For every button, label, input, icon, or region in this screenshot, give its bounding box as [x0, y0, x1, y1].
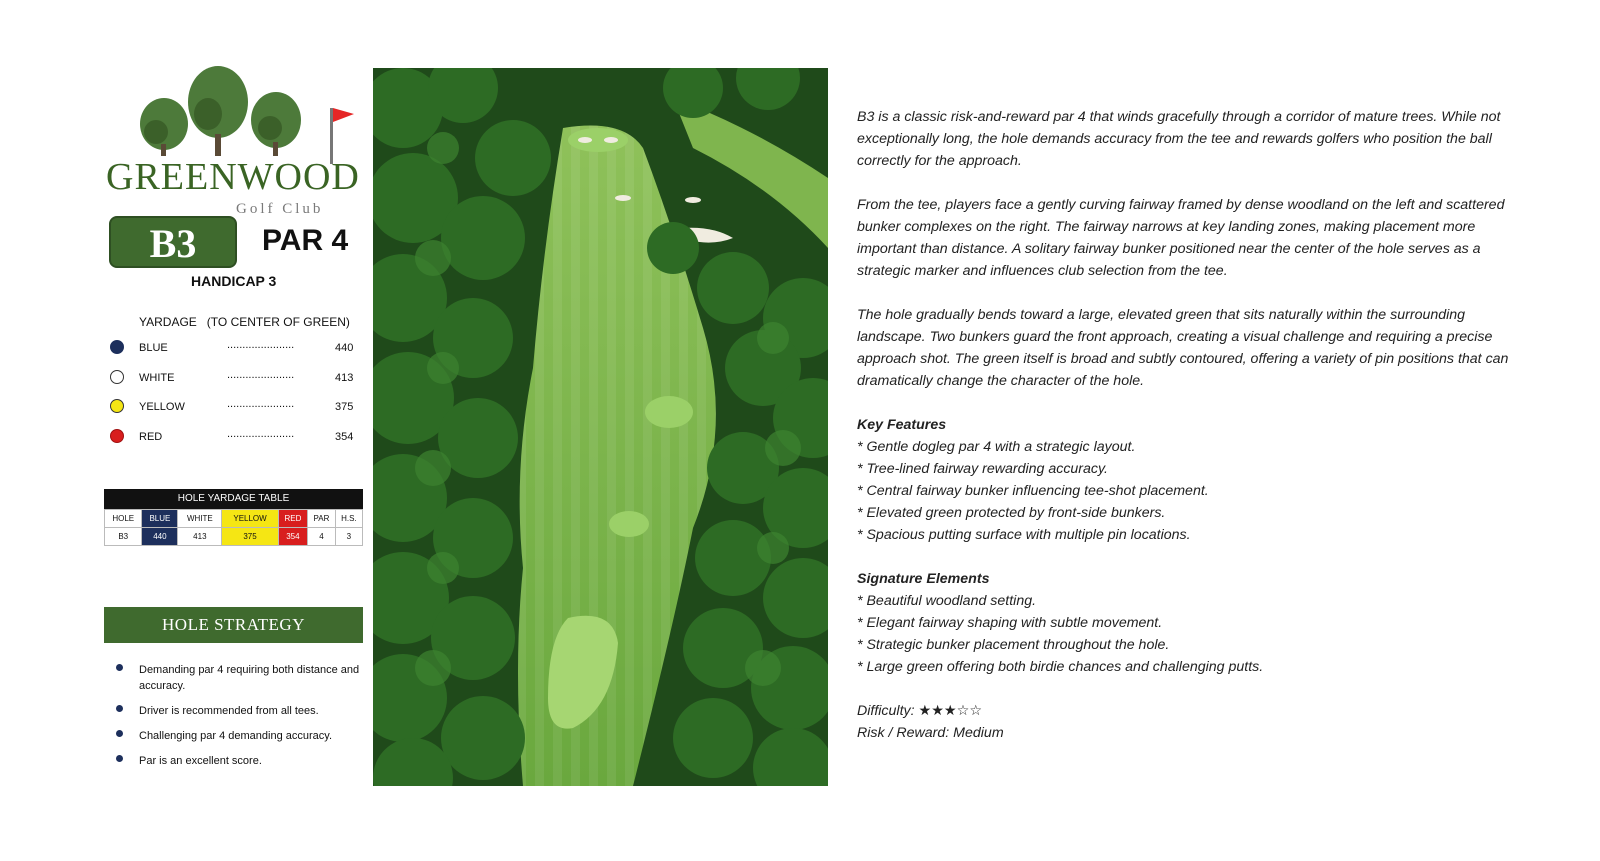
hole-number-badge: B3 [109, 216, 237, 268]
bullet-icon [116, 755, 123, 762]
tee-yardage: 440 [335, 342, 354, 354]
hole-description [857, 106, 1527, 766]
table-header: H.S. [335, 510, 362, 528]
table-cell: 4 [308, 528, 336, 546]
table-cell: 440 [142, 528, 178, 546]
list-item [114, 662, 362, 694]
yardage-table-title: HOLE YARDAGE TABLE [104, 489, 363, 509]
rating-section [857, 700, 1527, 744]
tee-row-white [110, 370, 360, 400]
tee-row-red [110, 429, 360, 459]
tee-name: WHITE [139, 371, 175, 384]
description-paragraph: The hole gradually bends toward a large, elevated green that sits naturally within the surrounding landscape. Two bunkers guard the front approach, creating a visual challenge and requiring a precise approach shot. The green itself is broad and subtly contoured, offering a variety of pin positions that can dramatically change the character of the hole. [857, 307, 1509, 389]
strategy-text: Challenging par 4 demanding accuracy. [139, 730, 333, 742]
key-features-title: Key Features [857, 417, 947, 433]
list-item [114, 728, 362, 744]
tee-name: BLUE [139, 342, 168, 354]
tee-row-yellow [110, 399, 360, 429]
yardage-list [110, 340, 360, 458]
signature-elements-title: Signature Elements [857, 571, 990, 587]
bullet-icon [116, 730, 123, 737]
club-subtitle: Golf Club [236, 201, 324, 217]
list-item: * Strategic bunker placement throughout the hole. [857, 637, 1170, 653]
description-paragraph: From the tee, players face a gently curving fairway framed by dense woodland on the left and scattered bunker complexes on the right. The fairway narrows at key landing zones, making placement more important than distance. A solitary fairway bunker positioned near the center of the hole serves as a strategic marker and influences club selection from the tee. [857, 197, 1505, 279]
club-name: GREENWOOD [106, 156, 360, 198]
bullet-icon [116, 664, 123, 671]
risk-reward-rating: Risk / Reward: Medium [857, 725, 1004, 741]
strategy-text: Driver is recommended from all tees. [139, 705, 319, 717]
white-tee-marker-icon [110, 370, 124, 384]
list-item: * Spacious putting surface with multiple pin locations. [857, 527, 1191, 543]
handicap-label: HANDICAP 3 [191, 273, 277, 289]
table-header: PAR [308, 510, 336, 528]
list-item: * Beautiful woodland setting. [857, 593, 1037, 609]
hole-strategy-title: HOLE STRATEGY [104, 607, 363, 643]
tee-yardage: 375 [335, 401, 354, 413]
table-cell: B3 [105, 528, 142, 546]
list-item: * Large green offering both birdie chances and challenging putts. [857, 659, 1264, 675]
tee-name: YELLOW [139, 401, 185, 413]
list-item: * Tree-lined fairway rewarding accuracy. [857, 461, 1109, 477]
tee-yardage: 354 [335, 430, 354, 443]
strategy-list [114, 662, 362, 778]
table-row [105, 528, 363, 546]
strategy-text: Demanding par 4 requiring both distance and accuracy. [139, 664, 360, 692]
list-item: * Elegant fairway shaping with subtle movement. [857, 615, 1163, 631]
dot-leader: ...................... [227, 398, 295, 410]
table-header-row [105, 510, 363, 528]
dot-leader: ...................... [227, 427, 295, 440]
strategy-text: Par is an excellent score. [139, 755, 262, 767]
table-header: BLUE [142, 510, 178, 528]
dot-leader: ...................... [227, 339, 295, 351]
aerial-hole-image [373, 68, 828, 786]
bullet-icon [116, 705, 123, 712]
difficulty-rating: Difficulty: ★★★☆☆ [857, 703, 983, 719]
dot-leader: ...................... [227, 368, 295, 381]
list-item [114, 753, 362, 769]
table-header: RED [278, 510, 307, 528]
table-cell: 413 [178, 528, 222, 546]
list-item: * Elevated green protected by front-side bunkers. [857, 505, 1166, 521]
key-features-section [857, 414, 1527, 546]
tee-row-blue [110, 340, 360, 370]
table-header: YELLOW [222, 510, 278, 528]
description-paragraph: B3 is a classic risk-and-reward par 4 that winds gracefully through a corridor of mature trees. While not exceptionally long, the hole demands accuracy from the tee and rewards golfers who position the ball correctly for the approach. [857, 109, 1501, 169]
tee-name: RED [139, 430, 163, 443]
list-item: * Gentle dogleg par 4 with a strategic layout. [857, 439, 1136, 455]
table-header: HOLE [105, 510, 142, 528]
table-cell: 3 [335, 528, 362, 546]
yardage-table [104, 509, 363, 546]
tee-yardage: 413 [335, 371, 354, 384]
table-cell: 354 [278, 528, 307, 546]
red-tee-marker-icon [110, 429, 124, 443]
list-item: * Central fairway bunker influencing tee-shot placement. [857, 483, 1209, 499]
table-header: WHITE [178, 510, 222, 528]
yardage-title: YARDAGE (TO CENTER OF GREEN) [139, 315, 350, 329]
par-label: PAR 4 [262, 224, 349, 257]
blue-tee-marker-icon [110, 340, 124, 354]
table-cell: 375 [222, 528, 278, 546]
list-item [114, 703, 362, 719]
yellow-tee-marker-icon [110, 399, 124, 413]
signature-elements-section [857, 568, 1527, 678]
